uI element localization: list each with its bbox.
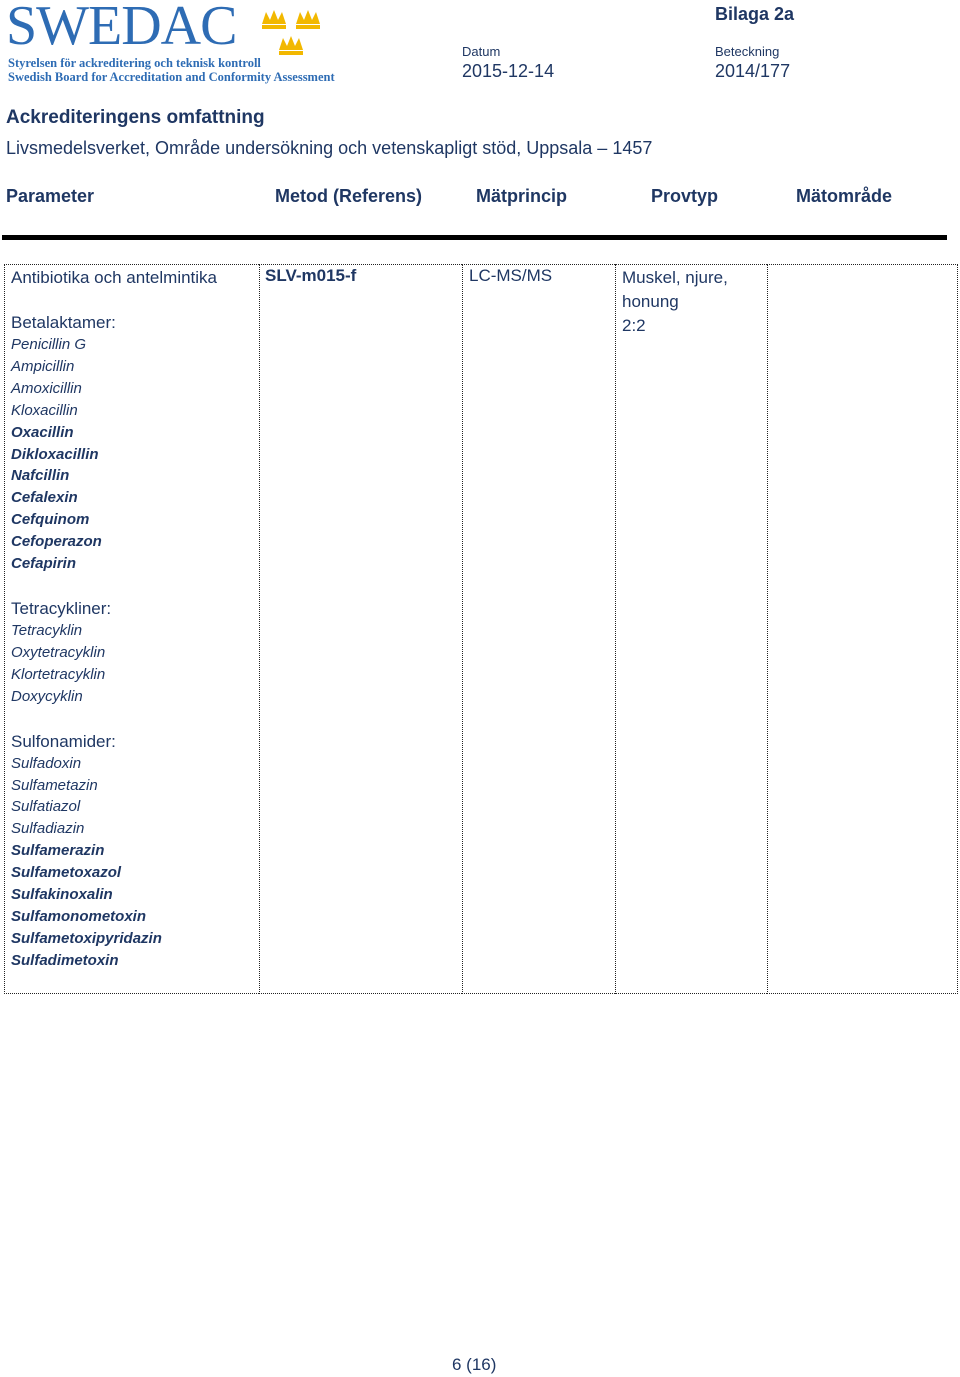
analyte-item: Sulfadiazin — [11, 820, 85, 838]
analyte-item: Sulfatiazol — [11, 798, 81, 816]
analyte-item: Penicillin G — [11, 336, 87, 353]
analyte-item: Sulfametoxazol — [11, 864, 122, 882]
datum-label: Datum — [462, 44, 501, 59]
analyte-item: Cefquinom — [11, 511, 90, 529]
logo-subtitle-sv: Styrelsen för ackreditering och teknisk kontroll — [8, 56, 261, 70]
crowns-icon — [258, 4, 328, 56]
column-header-sample-type: Provtyp — [651, 186, 719, 206]
analyte-group-heading: Sulfonamider: — [11, 731, 116, 751]
scope-table — [4, 264, 958, 994]
logo-subtitle-en: Swedish Board for Accreditation and Conformity Assessment — [8, 70, 335, 84]
column-header-principle: Mätprincip — [476, 186, 568, 206]
column-header-parameter: Parameter — [6, 186, 95, 206]
analyte-item: Cefalexin — [11, 489, 78, 507]
analyte-item: Cefoperazon — [11, 533, 102, 551]
analyte-item: Amoxicillin — [11, 379, 82, 397]
cell-sample-type — [615, 264, 767, 994]
beteckning-value: 2014/177 — [715, 61, 791, 81]
analyte-group-heading: Betalaktamer: — [11, 313, 116, 332]
parameter-content — [11, 266, 256, 972]
swedac-logo — [6, 0, 335, 84]
analyte-item: Dikloxacillin — [11, 445, 99, 463]
column-header-method: Metod (Referens) — [275, 186, 423, 206]
analyte-item: Sulfamonometoxin — [11, 907, 147, 925]
analyte-item: Sulfakinoxalin — [11, 886, 113, 904]
analyte-item: Sulfadimetoxin — [11, 951, 119, 969]
page-number: 6 (16) — [452, 1355, 497, 1374]
sample-type-line2: honung — [622, 292, 679, 311]
analyte-item: Ampicillin — [11, 357, 75, 375]
analyte-item: Sulfametazin — [11, 776, 98, 794]
method-value: SLV-m015-f — [265, 266, 357, 285]
analyte-item: Doxycyklin — [11, 687, 83, 705]
sample-type-line1: Muskel, njure, — [622, 268, 728, 287]
analyte-item: Cefapirin — [11, 555, 77, 573]
beteckning-label: Beteckning — [715, 44, 780, 59]
sample-type-line3: 2:2 — [622, 316, 646, 335]
analyte-item: Klortetracyklin — [11, 665, 106, 683]
logo-name: SWEDAC — [6, 0, 237, 57]
principle-value: LC-MS/MS — [469, 266, 553, 285]
analyte-group-heading: Tetracykliner: — [11, 598, 112, 618]
bilaga-label: Bilaga 2a — [715, 4, 795, 24]
page-subtitle: Livsmedelsverket, Område undersökning och vetenskapligt stöd, Uppsala – 1457 — [6, 138, 653, 158]
analyte-item: Sulfametoxipyridazin — [11, 929, 162, 947]
datum-value: 2015-12-14 — [462, 61, 555, 81]
analyte-item: Tetracyklin — [11, 621, 83, 639]
analyte-item: Oxytetracyklin — [11, 643, 106, 661]
cell-range — [767, 264, 958, 994]
analyte-item: Kloxacillin — [11, 401, 78, 419]
analyte-item: Oxacillin — [11, 423, 74, 441]
analyte-item: Nafcillin — [11, 467, 70, 485]
column-header-range: Mätområde — [796, 186, 893, 206]
analyte-item: Sulfadoxin — [11, 754, 82, 772]
analyte-groups — [11, 311, 256, 972]
sample-type-value — [622, 266, 728, 338]
cell-method — [259, 264, 462, 994]
analyte-item: Sulfamerazin — [11, 842, 105, 860]
header-divider — [2, 235, 947, 240]
parameter-title: Antibiotika och antelmintika — [11, 268, 218, 287]
page-title: Ackrediteringens omfattning — [6, 107, 265, 128]
cell-principle — [462, 264, 615, 994]
